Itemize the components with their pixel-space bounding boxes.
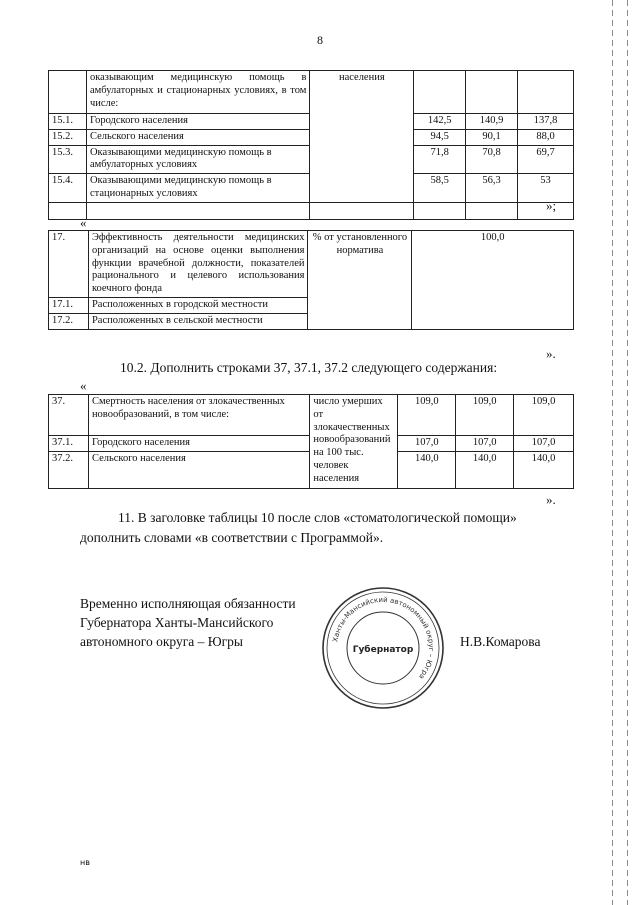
unit-cell	[310, 202, 414, 219]
signatory-title-line-1: Временно исполняющая обязанности	[80, 596, 296, 611]
opening-quote: «	[80, 215, 87, 230]
value-cell	[414, 71, 466, 114]
value-cell	[466, 71, 518, 114]
value-cell: 140,0	[456, 451, 514, 488]
closing-quote: ».	[546, 346, 556, 361]
value-cell: 107,0	[398, 436, 456, 452]
indicator-label: Оказывающими медицинскую помощь в стационарных условиях	[86, 174, 309, 203]
indicator-label: Расположенных в городской местности	[88, 297, 308, 313]
value-cell: 70,8	[466, 145, 518, 174]
indicator-label: Смертность населения от злокачественных новообразований, в том числе:	[88, 395, 309, 436]
value-cell: 107,0	[514, 436, 574, 452]
value-cell: 140,0	[398, 451, 456, 488]
indicator-label: Городского населения	[86, 114, 309, 130]
row-number: 15.3.	[49, 145, 87, 174]
row-number: 15.2.	[49, 129, 87, 145]
signatory-name: Н.В.Комарова	[460, 634, 541, 649]
unit-cell: % от установленного норматива	[308, 231, 412, 330]
scan-edge-line	[612, 0, 613, 905]
indicator-label: Сельского населения	[86, 129, 309, 145]
closing-quote: ».	[546, 492, 556, 507]
table-row	[49, 231, 574, 298]
indicator-table-15	[48, 70, 574, 220]
indicator-label: Городского населения	[88, 436, 309, 452]
value-cell: 100,0	[412, 231, 574, 330]
value-cell: 56,3	[466, 174, 518, 203]
value-cell: 142,5	[414, 114, 466, 130]
table-row	[49, 395, 574, 436]
initials-mark: нв	[80, 858, 90, 867]
signatory-title-line-3: автономного округа – Югры	[80, 634, 243, 649]
scan-edge-line	[627, 0, 628, 905]
value-cell: 90,1	[466, 129, 518, 145]
row-number: 37.2.	[49, 451, 89, 488]
paragraph-10-2: 10.2. Дополнить строками 37, 37.1, 37.2 следующего содержания:	[120, 360, 498, 375]
indicator-label: Расположенных в сельской местности	[88, 313, 308, 329]
value-cell: 140,0	[514, 451, 574, 488]
row-number-cell	[49, 71, 87, 114]
value-cell: 69,7	[518, 145, 574, 174]
value-cell: 140,9	[466, 114, 518, 130]
value-cell: 58,5	[414, 174, 466, 203]
official-seal	[318, 583, 448, 713]
row-number: 37.1.	[49, 436, 89, 452]
unit-cell: населения	[310, 71, 414, 203]
value-cell: 109,0	[456, 395, 514, 436]
closing-quote: »;	[546, 198, 557, 213]
value-cell	[518, 71, 574, 114]
paragraph-11-line-2: дополнить словами «в соответствии с Программой».	[80, 530, 384, 545]
row-number: 37.	[49, 395, 89, 436]
value-cell: 53	[518, 174, 574, 203]
row-number: 17.	[49, 231, 89, 298]
indicator-table-17	[48, 230, 574, 330]
value-cell: 137,8	[518, 114, 574, 130]
indicator-label: Оказывающими медицинскую помощь в амбулаторных условиях	[86, 145, 309, 174]
indicator-label: оказывающим медицинскую помощь в амбулаторных и стационарных условиях, в том числе:	[86, 71, 309, 114]
row-number: 17.1.	[49, 297, 89, 313]
value-cell: 107,0	[456, 436, 514, 452]
value-cell: 88,0	[518, 129, 574, 145]
seal-ring-text: Ханты-Мансийский автономный округ – Югра	[331, 595, 436, 681]
row-number: 15.4.	[49, 174, 87, 203]
indicator-label: Эффективность деятельности медицинских организаций на основе оценки выполнения функции врачебной должности, показателей рационального и целевого использования коечного фонда	[88, 231, 308, 298]
value-cell: 71,8	[414, 145, 466, 174]
value-cell: 109,0	[514, 395, 574, 436]
unit-cell: число умерших от злокачественных новообразований на 100 тыс. человек населения	[310, 395, 398, 489]
indicator-label	[86, 202, 309, 219]
seal-center-text: Губернатор	[352, 645, 414, 655]
value-cell	[466, 202, 518, 219]
value-cell	[414, 202, 466, 219]
table-row	[49, 202, 574, 219]
indicator-label: Сельского населения	[88, 451, 309, 488]
value-cell: 109,0	[398, 395, 456, 436]
indicator-table-37	[48, 394, 574, 489]
paragraph-11-line-1: 11. В заголовке таблицы 10 после слов «стоматологической помощи»	[118, 510, 517, 525]
value-cell: 94,5	[414, 129, 466, 145]
page-number: 8	[317, 33, 323, 47]
opening-quote: «	[80, 378, 87, 393]
row-number: 17.2.	[49, 313, 89, 329]
row-number: 15.1.	[49, 114, 87, 130]
signatory-title-line-2: Губернатора Ханты-Мансийского	[80, 615, 274, 630]
table-row	[49, 71, 574, 114]
